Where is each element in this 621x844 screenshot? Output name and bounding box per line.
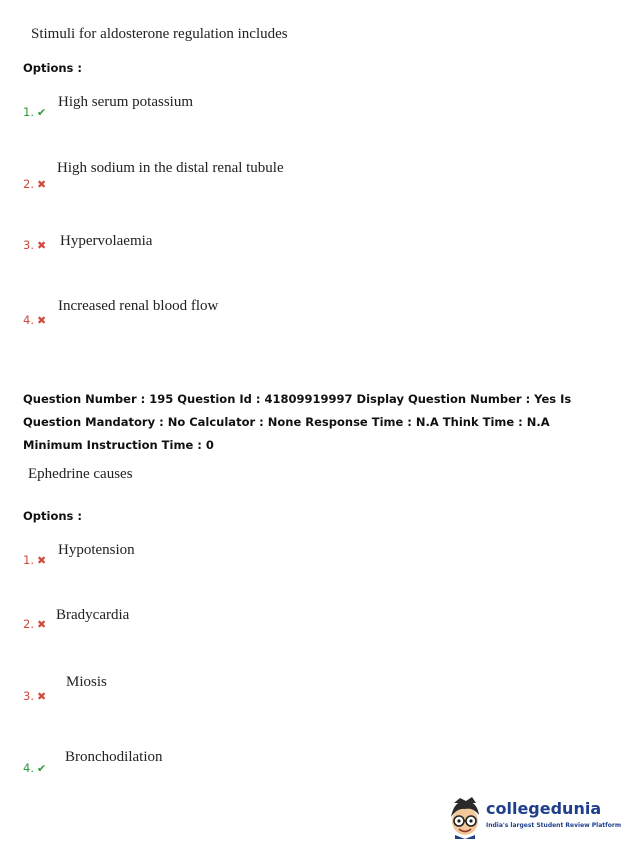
logo-wordmark: collegedunia	[486, 799, 602, 818]
option-text: Miosis	[66, 674, 107, 690]
option-number: 3. ✖	[23, 689, 47, 703]
option-text: Bronchodilation	[65, 749, 163, 765]
option-text: Hypotension	[58, 542, 135, 558]
logo-tagline: India's largest Student Review Platform	[486, 822, 621, 829]
cross-icon: ✖	[36, 314, 47, 327]
question-text: Stimuli for aldosterone regulation includes	[31, 26, 288, 42]
option-text: Increased renal blood flow	[58, 298, 219, 314]
cross-icon: ✖	[36, 618, 47, 631]
option-number: 1. ✖	[23, 553, 47, 567]
cross-icon: ✖	[36, 554, 47, 567]
cross-icon: ✖	[36, 239, 47, 252]
option-number: 2. ✖	[23, 617, 47, 631]
option-number: 1. ✔	[23, 105, 47, 119]
option-text: High serum potassium	[58, 94, 193, 110]
check-icon: ✔	[36, 762, 47, 775]
question-metadata: Question Number : 195 Question Id : 41809919997 Display Question Number : Yes Is Question Mandatory : No Calculator : None Response Time : N.A Think Time : N.A Minimum Instruction Time : 0	[23, 392, 572, 452]
cross-icon: ✖	[36, 690, 47, 703]
option-text: High sodium in the distal renal tubule	[57, 160, 284, 176]
option-number: 4. ✔	[23, 761, 47, 775]
mascot-icon	[446, 795, 484, 839]
option-number: 2. ✖	[23, 177, 47, 191]
cross-icon: ✖	[36, 178, 47, 191]
option-text: Bradycardia	[56, 607, 130, 623]
option-text: Hypervolaemia	[60, 233, 153, 249]
option-number: 3. ✖	[23, 238, 47, 252]
options-label: Options :	[23, 509, 82, 523]
check-icon: ✔	[36, 106, 47, 119]
options-label: Options :	[23, 61, 82, 75]
option-number: 4. ✖	[23, 313, 47, 327]
collegedunia-logo	[446, 795, 621, 839]
question-text: Ephedrine causes	[28, 466, 133, 482]
